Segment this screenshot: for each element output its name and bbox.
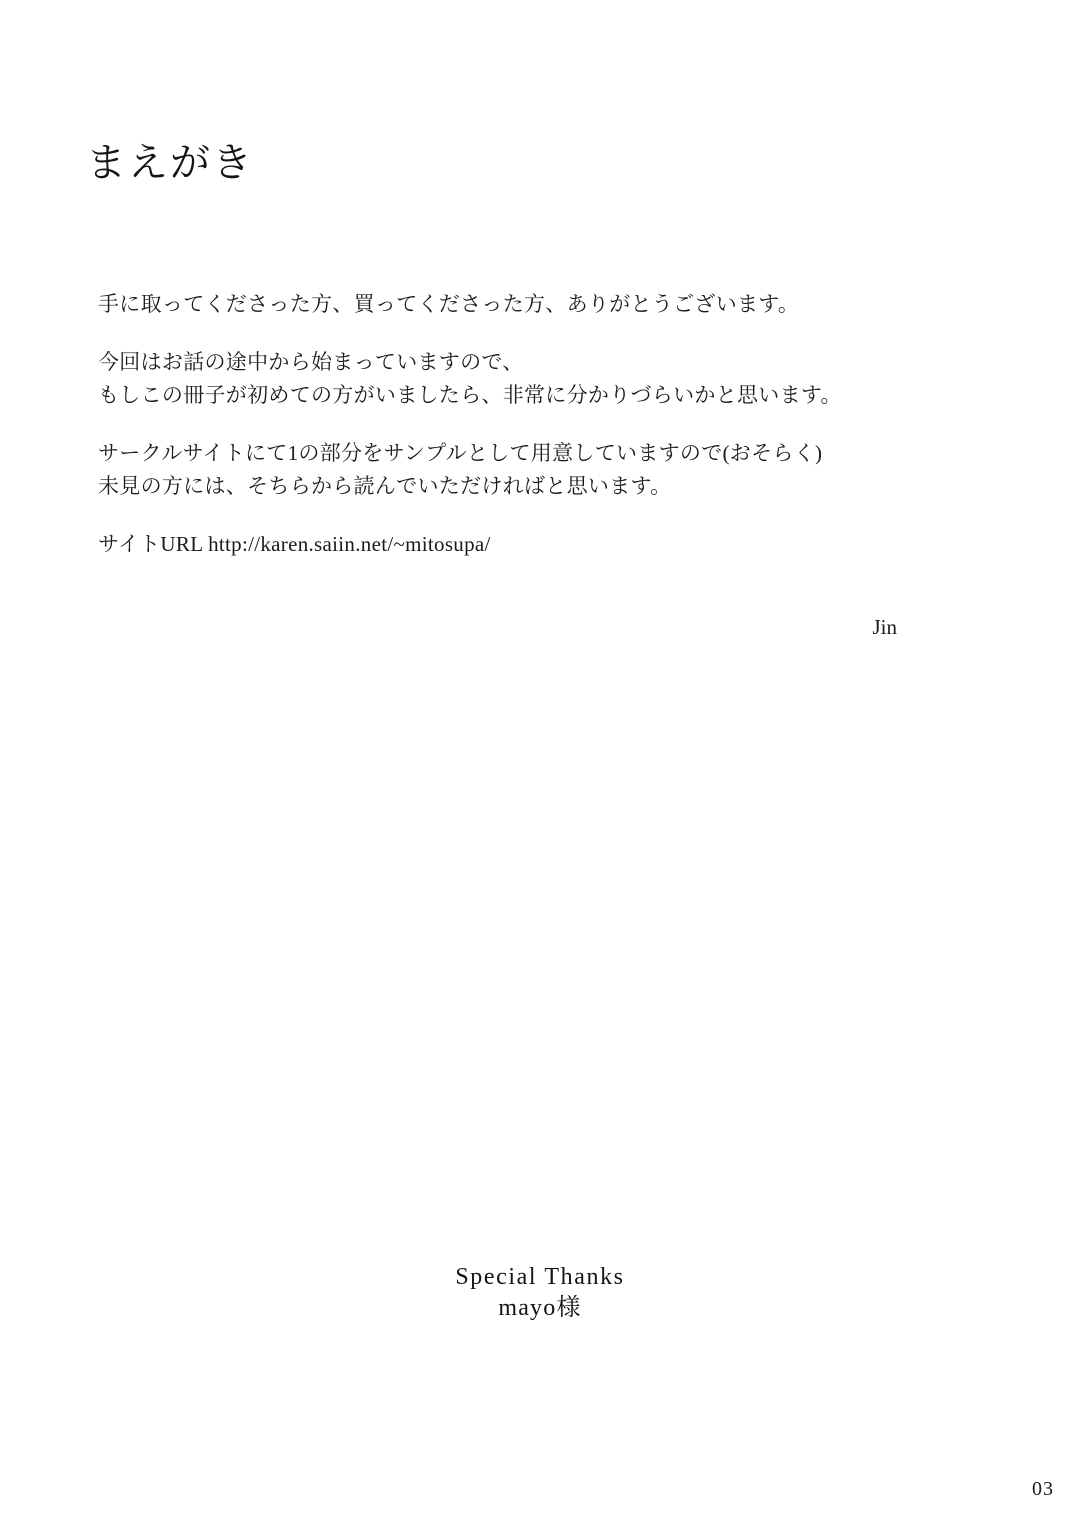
paragraph [98, 346, 938, 412]
special-thanks-name: mayo様 [498, 1295, 582, 1321]
text-line: サークルサイトにて1の部分をサンプルとして用意していますので(おそらく) [98, 441, 823, 465]
paragraph [98, 288, 938, 321]
text-line: 未見の方には、そちらから読んでいただければと思います。 [98, 474, 672, 498]
author-signature: Jin [872, 615, 897, 639]
site-url-paragraph [98, 528, 938, 561]
paragraph [98, 437, 938, 503]
site-url-line: サイトURL http://karen.saiin.net/~mitosupa/ [98, 532, 491, 556]
page-number: 03 [1032, 1478, 1054, 1500]
text-line: もしこの冊子が初めての方がいましたら、非常に分かりづらいかと思います。 [98, 383, 842, 407]
text-line: 今回はお話の途中から始まっていますので、 [98, 350, 524, 374]
preface-body [98, 288, 938, 561]
page-title: まえがき [86, 140, 254, 185]
text-line: 手に取ってくださった方、買ってくださった方、ありがとうございます。 [98, 292, 800, 316]
special-thanks-heading: Special Thanks [455, 1264, 625, 1290]
special-thanks-block [0, 1262, 1080, 1324]
